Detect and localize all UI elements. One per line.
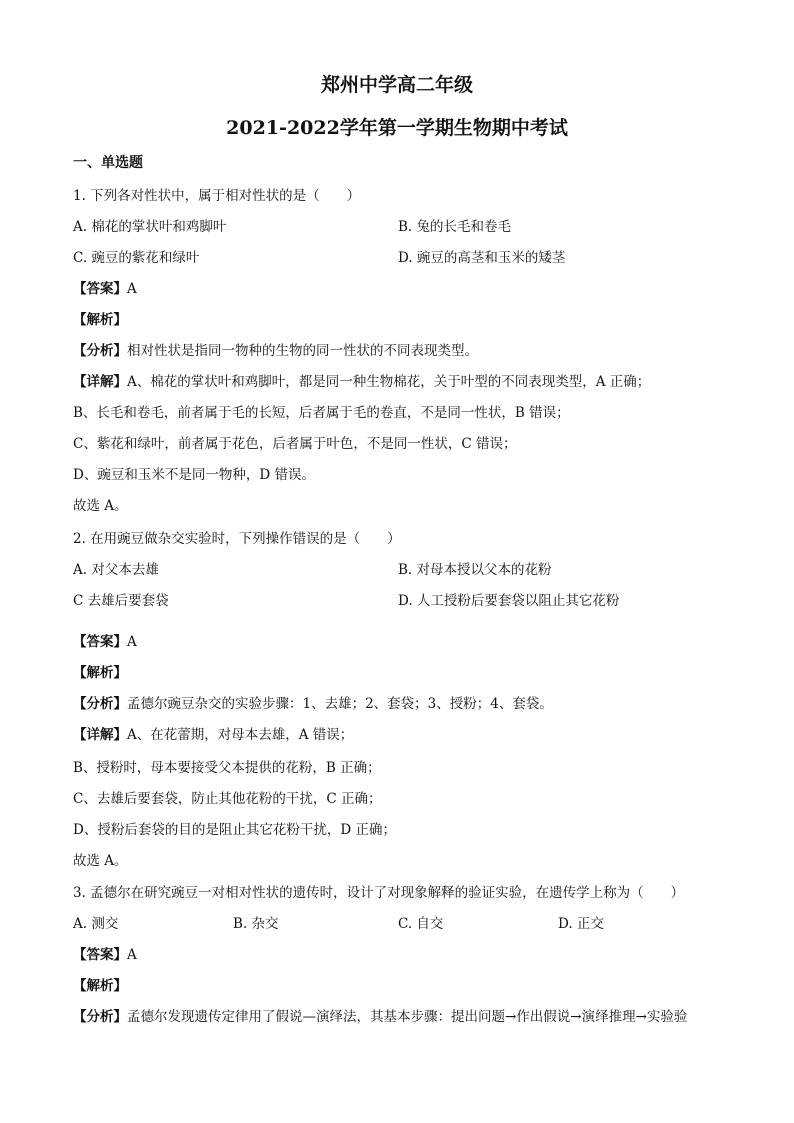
q1-option-a: A. 棉花的掌状叶和鸡脚叶 (73, 219, 227, 235)
q2-detail-2: B、授粉时，母本要接受父本提供的花粉，B 正确； (73, 760, 381, 776)
q1-detail-4: D、豌豆和玉米不是同一物种，D 错误。 (73, 467, 315, 483)
q2-option-d: D. 人工授粉后要套袋以阻止其它花粉 (398, 593, 620, 609)
q2-fenxi (73, 692, 553, 712)
q2-option-a: A. 对父本去雄 (73, 562, 159, 578)
detail-text: A、棉花的掌状叶和鸡脚叶，都是同一种生物棉花，关于叶型的不同表现类型，A 正确； (127, 374, 651, 390)
fenxi-tag: 【分析】 (73, 343, 127, 359)
q2-conclusion: 故选 A。 (73, 853, 128, 869)
q2-answer (73, 630, 137, 650)
q1-stem: 1. 下列各对性状中，属于相对性状的是（ ） (73, 188, 361, 204)
q2-option-b: B. 对母本授以父本的花粉 (398, 562, 552, 578)
section-heading: 一、单选题 (73, 155, 143, 171)
q3-fenxi (73, 1005, 687, 1025)
q3-option-c: C. 自交 (398, 916, 444, 932)
xiangjie-tag: 【详解】 (73, 727, 127, 743)
xiangjie-tag: 【详解】 (73, 374, 127, 390)
answer-value: A (127, 281, 137, 297)
answer-tag: 【答案】 (73, 947, 127, 963)
q2-detail-4: D、授粉后套袋的目的是阻止其它花粉干扰，D 正确； (73, 822, 396, 838)
q1-detail-1 (73, 370, 650, 390)
exam-title-school: 郑州中学高二年级 (320, 74, 473, 96)
q1-detail-3: C、紫花和绿叶，前者属于花色，后者属于叶色，不是同一性状，C 错误； (73, 436, 517, 452)
q1-option-c: C. 豌豆的紫花和绿叶 (73, 250, 200, 266)
q1-analysis-heading: 【解析】 (73, 312, 127, 328)
q3-option-b: B. 杂交 (233, 916, 279, 932)
q3-option-d: D. 正交 (558, 916, 604, 932)
q1-detail-2: B、长毛和卷毛，前者属于毛的长短，后者属于毛的卷直，不是同一性状，B 错误； (73, 405, 570, 421)
answer-value: A (127, 634, 137, 650)
q1-answer (73, 277, 137, 297)
q1-fenxi (73, 339, 478, 359)
q2-stem: 2. 在用豌豆做杂交实验时，下列操作错误的是（ ） (73, 531, 401, 547)
detail-text: A、在花蕾期，对母本去雄，A 错误； (127, 727, 354, 743)
answer-tag: 【答案】 (73, 281, 127, 297)
q3-option-a: A. 测交 (73, 916, 119, 932)
q2-analysis-heading: 【解析】 (73, 665, 127, 681)
q2-detail-3: C、去雄后要套袋，防止其他花粉的干扰，C 正确； (73, 791, 382, 807)
q3-analysis-heading: 【解析】 (73, 978, 127, 994)
fenxi-tag: 【分析】 (73, 696, 127, 712)
q1-option-d: D. 豌豆的高茎和玉米的矮茎 (398, 250, 566, 266)
fenxi-text: 相对性状是指同一物种的生物的同一性状的不同表现类型。 (127, 343, 478, 359)
q3-answer (73, 943, 137, 963)
q2-option-c: C 去雄后要套袋 (73, 593, 169, 609)
fenxi-tag: 【分析】 (73, 1009, 127, 1025)
exam-title: 2021-2022学年第一学期生物期中考试 (226, 117, 568, 139)
q1-conclusion: 故选 A。 (73, 498, 128, 514)
answer-value: A (127, 947, 137, 963)
q1-option-b: B. 兔的长毛和卷毛 (398, 219, 512, 235)
fenxi-text: 孟德尔豌豆杂交的实验步骤：1、去雄；2、套袋；3、授粉；4、套袋。 (127, 696, 553, 712)
fenxi-text: 孟德尔发现遗传定律用了假说—演绎法，其基本步骤：提出问题→作出假说→演绎推理→实验验 (127, 1009, 688, 1025)
q2-detail-1 (73, 723, 353, 743)
q3-stem: 3. 孟德尔在研究豌豆一对相对性状的遗传时，设计了对现象解释的验证实验，在遗传学上称为（ ） (73, 885, 685, 901)
answer-tag: 【答案】 (73, 634, 127, 650)
